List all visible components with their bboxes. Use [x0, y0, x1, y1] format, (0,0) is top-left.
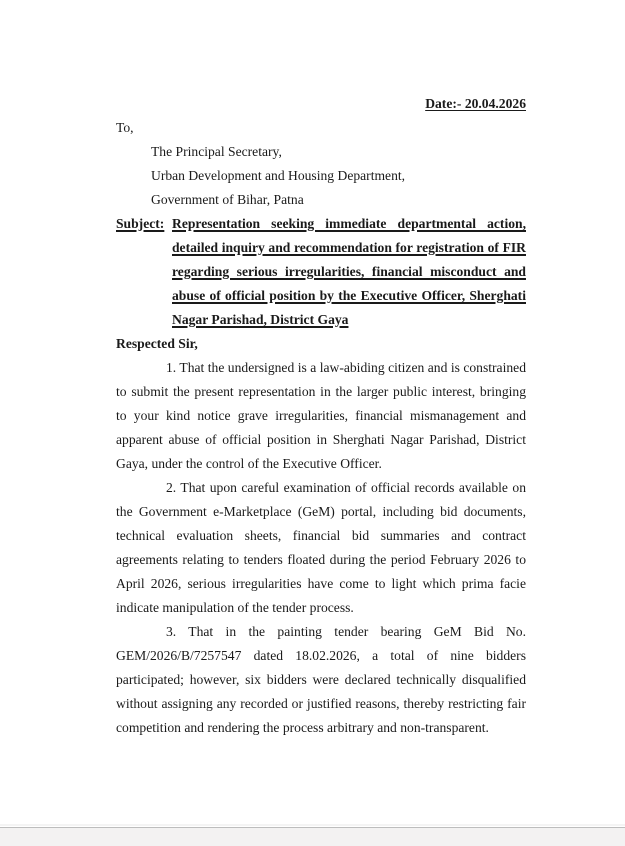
addressee-line: The Principal Secretary, — [151, 144, 282, 159]
to-line: To, — [116, 120, 134, 135]
viewer-bottom-bar — [0, 827, 625, 846]
salutation: Respected Sir, — [116, 336, 198, 351]
addressee-line: Urban Development and Housing Department, — [151, 168, 406, 183]
letter-body — [116, 92, 526, 740]
addressee-block — [116, 140, 526, 212]
paragraph-2: 2. That upon careful examination of official records available on the Government e-Marketplace (GeM) portal, including bid documents, technical evaluation sheets, financial bid summaries and contract agreements relating to tenders floated during the period February 2026 to April 2026, serious irregularities have come to light which prima facie indicate manipulation of the tender process. — [116, 480, 526, 615]
page-edge — [0, 824, 625, 826]
addressee-line: Government of Bihar, Patna — [151, 192, 304, 207]
paragraph-3: 3. That in the painting tender bearing GeM Bid No. GEM/2026/B/7257547 dated 18.02.2026, a total of nine bidders participated; however, six bidders were declared technically disqualified without assigning any recorded or justified reasons, thereby restricting fair competition and rendering the process arbitrary and non-transparent. — [116, 624, 526, 735]
subject-label: Subject: — [116, 216, 165, 231]
letter-date: Date:- 20.04.2026 — [425, 96, 526, 111]
subject-block — [116, 212, 526, 332]
paragraph-1: 1. That the undersigned is a law-abiding citizen and is constrained to submit the present representation in the larger public interest, bringing to your kind notice grave irregularities, financial mismanagement and apparent abuse of official position in Sherghati Nagar Parishad, District Gaya, under the control of the Executive Officer. — [116, 360, 526, 471]
subject-text: Representation seeking immediate departmental action, detailed inquiry and recommendation for registration of FIR regarding serious irregularities, financial misconduct and abuse of official position by the Executive Officer, Sherghati Nagar Parishad, District Gaya — [172, 216, 526, 327]
